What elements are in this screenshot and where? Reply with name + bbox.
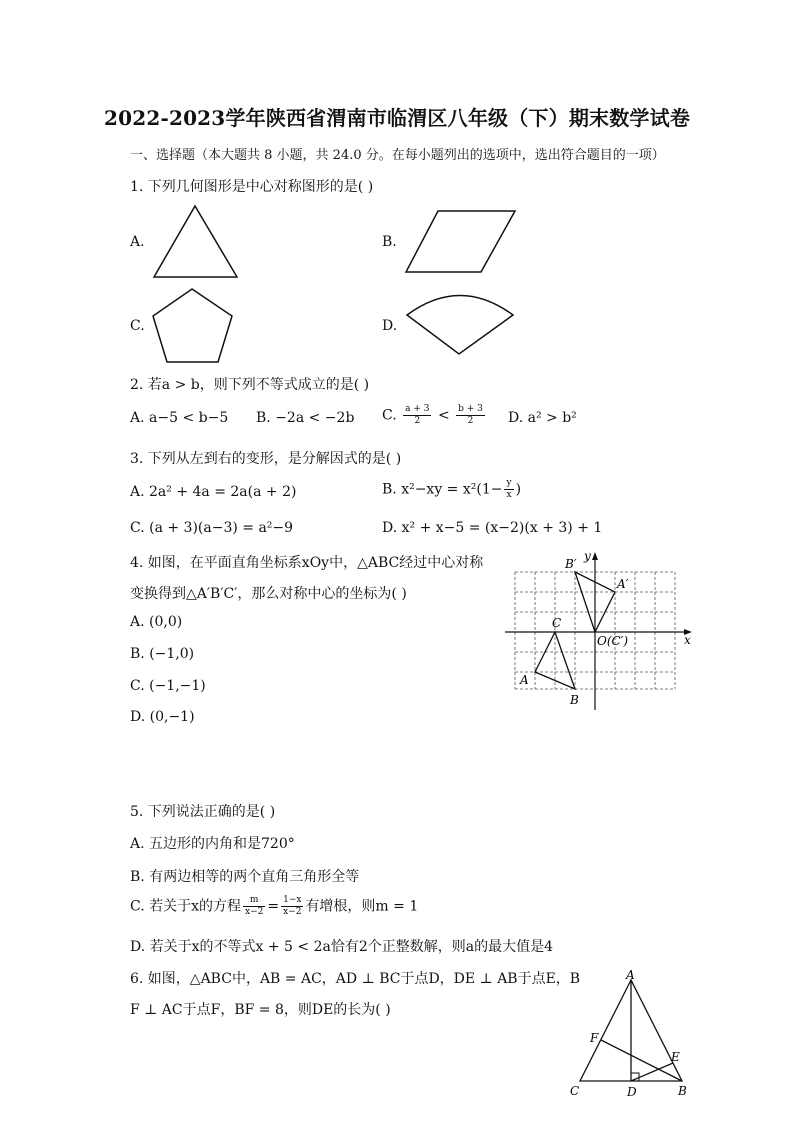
numerator: 1−x — [283, 895, 302, 905]
point-a-label: A — [520, 673, 529, 687]
q2-option-b: B. −2a < −2b — [256, 410, 355, 426]
q6-stem-line1: 6. 如图，△ABC中，AB = AC，AD ⊥ BC于点D，DE ⊥ AB于点E，B — [130, 971, 581, 987]
section-heading: 一、选择题（本大题共 8 小题，共 24.0 分。在每小题列出的选项中，选出符合题目的一项） — [130, 148, 665, 163]
q1-option-a: A. — [130, 234, 145, 250]
q5-option-d: D. 若关于x的不等式x + 5 < 2a恰有2个正整数解，则a的最大值是4 — [130, 939, 553, 955]
point-b-label: B — [678, 1084, 687, 1098]
denominator: 2 — [414, 416, 421, 426]
pentagon-figure — [150, 286, 236, 366]
triangle-figure — [150, 203, 242, 281]
triangle-abc-figure — [560, 968, 700, 1103]
equals-sign: = — [267, 898, 280, 915]
point-a-prime-label: A′ — [617, 577, 629, 591]
numerator: y — [506, 478, 512, 488]
point-d-label: D — [627, 1085, 637, 1099]
q4-option-b: B. (−1,0) — [130, 646, 195, 662]
q5-option-c-tail: 有增根，则m = 1 — [305, 898, 419, 915]
y-axis-label: y — [584, 549, 591, 563]
q2-option-c-label: C. — [382, 407, 397, 424]
q4-stem-line1: 4. 如图，在平面直角坐标系xOy中，△ABC经过中心对称 — [130, 555, 484, 571]
denominator: 2 — [467, 416, 474, 426]
q3-option-b-text: B. x²−xy = x²(1− — [382, 481, 503, 498]
q5-option-b: B. 有两边相等的两个直角三角形全等 — [130, 869, 360, 885]
q4-option-c: C. (−1,−1) — [130, 678, 206, 694]
q5-option-c — [130, 895, 418, 918]
q1-option-b: B. — [382, 234, 397, 250]
q4-option-a: A. (0,0) — [130, 614, 183, 630]
q4-stem-line2: 变换得到△A′B′C′，那么对称中心的坐标为( ) — [130, 586, 407, 602]
point-b-prime-label: B′ — [565, 557, 577, 571]
numerator: m — [243, 895, 265, 907]
q3-option-c: C. (a + 3)(a−3) = a²−9 — [130, 520, 294, 536]
q3-stem: 3. 下列从左到右的变形，是分解因式的是( ) — [130, 451, 402, 467]
q5-option-a: A. 五边形的内角和是720° — [130, 836, 295, 852]
denominator: x — [506, 490, 512, 500]
q4-option-d: D. (0,−1) — [130, 709, 195, 725]
denominator: x−2 — [245, 907, 264, 917]
fraction — [456, 404, 485, 427]
q2-option-d: D. a² > b² — [508, 410, 577, 426]
numerator: b + 3 — [458, 404, 483, 414]
coordinate-grid-figure — [500, 548, 700, 713]
fraction — [403, 404, 431, 427]
q5-option-c-text: C. 若关于x的方程 — [130, 898, 242, 915]
point-f-label: F — [590, 1031, 599, 1045]
fraction — [243, 895, 265, 918]
point-a-label: A — [626, 968, 635, 982]
x-axis-label: x — [684, 633, 691, 647]
point-b-label: B — [570, 693, 579, 707]
point-c-label: C — [552, 616, 562, 630]
q1-option-c: C. — [130, 318, 145, 334]
parallelogram-figure — [403, 208, 519, 276]
fraction — [504, 478, 513, 501]
fraction — [281, 895, 303, 918]
q3-option-d: D. x² + x−5 = (x−2)(x + 3) + 1 — [382, 520, 603, 536]
numerator: a + 3 — [405, 404, 430, 414]
q1-option-d: D. — [382, 318, 398, 334]
origin-label: O(C′) — [597, 634, 629, 648]
q2-stem: 2. 若a > b，则下列不等式成立的是( ) — [130, 377, 370, 393]
page-title: 2022-2023学年陕西省渭南市临渭区八年级（下）期末数学试卷 — [103, 106, 691, 130]
q1-stem: 1. 下列几何图形是中心对称图形的是( ) — [130, 179, 374, 195]
sector-figure — [403, 290, 519, 358]
q6-stem-line2: F ⊥ AC于点F，BF = 8，则DE的长为( ) — [130, 1002, 391, 1018]
denominator: x−2 — [283, 907, 302, 917]
less-than-sign: < — [437, 407, 450, 424]
point-e-label: E — [671, 1050, 680, 1064]
close-paren: ) — [515, 481, 522, 498]
q5-stem: 5. 下列说法正确的是( ) — [130, 804, 276, 820]
q3-option-b — [382, 478, 521, 501]
q3-option-a: A. 2a² + 4a = 2a(a + 2) — [130, 484, 297, 500]
q2-option-c — [382, 404, 487, 427]
q2-option-a: A. a−5 < b−5 — [130, 410, 229, 426]
point-c-label: C — [570, 1084, 580, 1098]
